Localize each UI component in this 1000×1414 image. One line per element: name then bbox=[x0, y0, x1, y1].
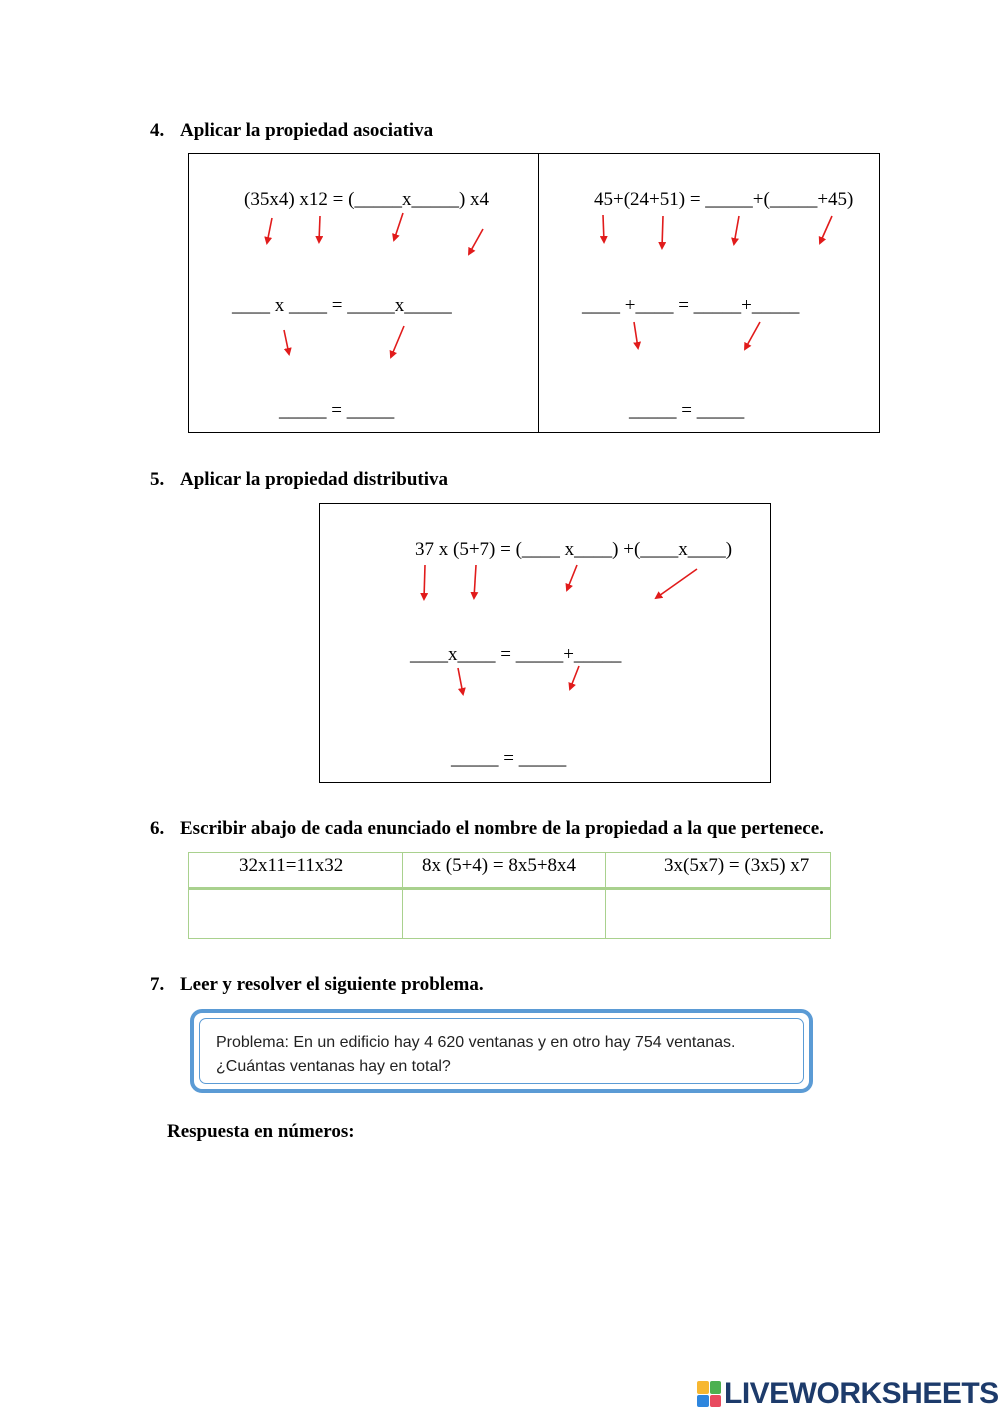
problem-line-2: ¿Cuántas ventanas hay en total? bbox=[216, 1058, 451, 1075]
arrow-down-icon bbox=[319, 216, 320, 242]
arrow-down-icon bbox=[634, 322, 638, 348]
section-title: Aplicar la propiedad distributiva bbox=[180, 469, 448, 490]
dist-line-3[interactable]: _____ = _____ bbox=[451, 748, 567, 769]
logo-text: LIVEWORKSHEETS bbox=[724, 1377, 999, 1410]
statement-2: 8x (5+4) = 8x5+8x4 bbox=[422, 855, 577, 876]
table-divider bbox=[402, 853, 403, 938]
property-answer-2[interactable] bbox=[404, 893, 603, 937]
assoc-right-line-1[interactable]: 45+(24+51) = _____+(_____+45) bbox=[594, 189, 854, 210]
section-7-heading bbox=[150, 974, 484, 996]
problem-line-1: Problema: En un edificio hay 4 620 ventanas y en otro hay 754 ventanas. bbox=[216, 1034, 736, 1051]
arrow-down-icon bbox=[603, 215, 604, 242]
section-6-heading bbox=[150, 818, 824, 840]
liveworksheets-logo bbox=[697, 1374, 999, 1414]
assoc-left-line-3[interactable]: _____ = _____ bbox=[279, 400, 395, 421]
answer-area[interactable] bbox=[167, 1150, 827, 1330]
section-number: 5. bbox=[150, 469, 165, 490]
arrow-down-icon bbox=[469, 229, 483, 254]
arrow-down-icon bbox=[391, 326, 404, 357]
assoc-left-line-2[interactable]: ____ x ____ = _____x_____ bbox=[232, 295, 452, 316]
table-divider bbox=[605, 853, 606, 938]
assoc-left-line-1[interactable]: (35x4) x12 = (_____x_____) x4 bbox=[244, 189, 490, 210]
arrow-down-icon bbox=[284, 330, 289, 354]
section-number: 6. bbox=[150, 818, 165, 839]
arrow-down-icon bbox=[474, 565, 476, 598]
section-number: 4. bbox=[150, 120, 165, 141]
assoc-right-line-2[interactable]: ____ +____ = _____+_____ bbox=[582, 295, 800, 316]
dist-line-1[interactable]: 37 x (5+7) = (____ x____) +(____x____) bbox=[415, 539, 733, 560]
section-title: Escribir abajo de cada enunciado el nombre de la propiedad a la que pertenece. bbox=[180, 818, 824, 839]
statement-3: 3x(5x7) = (3x5) x7 bbox=[664, 855, 810, 876]
problem-box bbox=[190, 1009, 813, 1093]
arrow-down-icon bbox=[424, 565, 425, 599]
properties-table bbox=[188, 852, 831, 939]
arrow-down-icon bbox=[820, 216, 832, 243]
arrow-down-icon bbox=[267, 218, 272, 243]
property-answer-1[interactable] bbox=[191, 893, 400, 937]
problem-text bbox=[216, 1031, 735, 1079]
arrow-down-icon bbox=[394, 213, 403, 240]
assoc-right-line-3[interactable]: _____ = _____ bbox=[629, 400, 745, 421]
section-number: 7. bbox=[150, 974, 165, 995]
section-title: Leer y resolver el siguiente problema. bbox=[180, 974, 484, 995]
answer-label: Respuesta en números: bbox=[167, 1121, 355, 1142]
arrow-down-icon bbox=[567, 565, 577, 590]
arrow-down-icon bbox=[458, 668, 463, 694]
dist-line-2[interactable]: ____x____ = _____+_____ bbox=[410, 644, 622, 665]
arrow-down-icon bbox=[745, 322, 760, 349]
arrow-down-icon bbox=[662, 216, 663, 248]
arrow-down-icon bbox=[734, 216, 739, 244]
arrow-down-icon bbox=[570, 666, 579, 689]
property-answer-3[interactable] bbox=[607, 893, 828, 937]
logo-badge-icon bbox=[697, 1381, 721, 1407]
statement-1: 32x11=11x32 bbox=[239, 855, 344, 876]
section-title: Aplicar la propiedad asociativa bbox=[180, 120, 434, 141]
arrow-down-icon bbox=[656, 569, 697, 598]
